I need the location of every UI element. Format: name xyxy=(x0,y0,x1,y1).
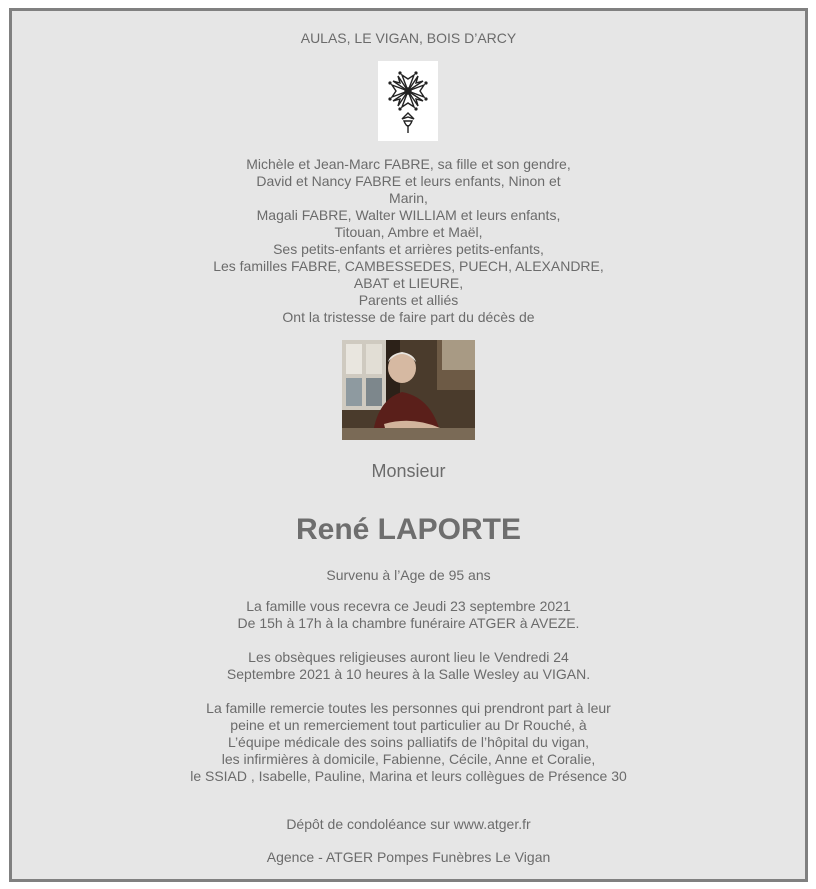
family-line: Marin, xyxy=(389,190,428,206)
family-line: ABAT et LIEURE, xyxy=(353,275,464,291)
deceased-age: Survenu à l’Age de 95 ans xyxy=(326,567,491,583)
thanks-line: les infirmières à domicile, Fabienne, Cécile, Anne et Coralie, xyxy=(221,751,596,767)
thanks-line: La famille remercie toutes les personnes qui prendront part à leur xyxy=(206,700,611,716)
visitation-info xyxy=(12,598,805,632)
thanks-line: L’équipe médicale des soins palliatifs de l’hôpital du vigan, xyxy=(227,734,590,750)
visitation-line: La famille vous recevra ce Jeudi 23 septembre 2021 xyxy=(246,598,571,614)
family-line: Magali FABRE, Walter WILLIAM et leurs enfants, xyxy=(256,207,561,223)
obituary-card xyxy=(9,8,808,882)
places-header: AULAS, LE VIGAN, BOIS D’ARCY xyxy=(300,30,517,46)
funeral-line: Les obsèques religieuses auront lieu le Vendredi 24 xyxy=(248,649,569,665)
family-line: Ses petits-enfants et arrières petits-enfants, xyxy=(273,241,544,257)
deceased-title: Monsieur xyxy=(371,461,446,481)
agency-name: Agence - ATGER Pompes Funèbres Le Vigan xyxy=(266,849,551,865)
family-line: Les familles FABRE, CAMBESSEDES, PUECH, ALEXANDRE, xyxy=(213,258,604,274)
portrait-photo xyxy=(342,340,475,440)
condolence-link[interactable]: Dépôt de condoléance sur www.atger.fr xyxy=(286,816,531,832)
huguenot-cross-icon xyxy=(378,61,438,141)
thanks-line: peine et un remerciement tout particulier au Dr Rouché, à xyxy=(230,717,587,733)
thanks-line: le SSIAD , Isabelle, Pauline, Marina et leurs collègues de Présence 30 xyxy=(190,768,627,784)
family-line: Parents et alliés xyxy=(358,292,459,308)
visitation-line: De 15h à 17h à la chambre funéraire ATGER à AVEZE. xyxy=(237,615,580,631)
family-line: Titouan, Ambre et Maël, xyxy=(334,224,483,240)
thanks-message xyxy=(12,700,805,785)
family-line: Michèle et Jean-Marc FABRE, sa fille et son gendre, xyxy=(246,156,571,172)
family-line: Ont la tristesse de faire part du décès de xyxy=(282,309,535,325)
funeral-line: Septembre 2021 à 10 heures à la Salle Wesley au VIGAN. xyxy=(226,666,591,682)
funeral-info xyxy=(12,649,805,683)
family-announcement xyxy=(12,156,805,326)
deceased-name: René LAPORTE xyxy=(295,513,522,546)
family-line: David et Nancy FABRE et leurs enfants, Ninon et xyxy=(256,173,561,189)
